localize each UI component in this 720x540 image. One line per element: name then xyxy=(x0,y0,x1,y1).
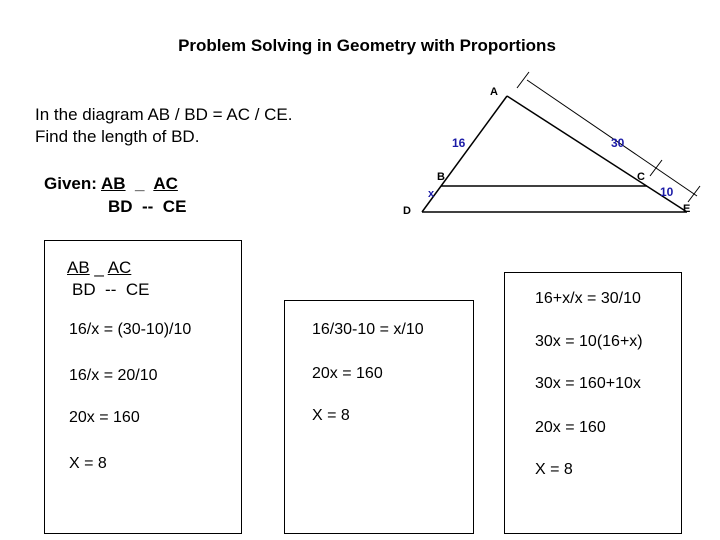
problem-line-2: Find the length of BD. xyxy=(35,127,200,146)
box2-step-2: 20x = 160 xyxy=(312,365,383,382)
given-ac: AC xyxy=(153,174,178,193)
segment-ad xyxy=(422,96,507,212)
given-ce: CE xyxy=(162,197,187,216)
vertex-a-label: A xyxy=(490,86,498,98)
vertex-e-label: E xyxy=(683,203,691,215)
solution-box-1 xyxy=(44,240,242,534)
dimension-tick-c xyxy=(650,160,662,176)
box2-step-3: X = 8 xyxy=(312,407,350,424)
box3-step-2: 30x = 10(16+x) xyxy=(535,333,643,350)
vertex-d-label: D xyxy=(403,205,411,217)
given-bottom-sep: -- xyxy=(142,197,154,216)
box1-ab: AB xyxy=(67,258,90,277)
box1-step-2: 16/x = 20/10 xyxy=(69,367,158,384)
box1-step-4: X = 8 xyxy=(69,455,107,472)
dimension-tick-e xyxy=(688,186,700,202)
box2-step-1: 16/30-10 = x/10 xyxy=(312,321,424,338)
problem-line-1: In the diagram AB / BD = AC / CE. xyxy=(35,105,293,124)
given-ab: AB xyxy=(101,174,126,193)
solution-box-3 xyxy=(504,272,682,534)
box1-fraction-top xyxy=(67,258,131,278)
box3-step-5: X = 8 xyxy=(535,461,573,478)
given-top-sep: _ xyxy=(135,174,145,193)
page-title: Problem Solving in Geometry with Proportions xyxy=(178,36,556,55)
segment-ac-length: 30 xyxy=(611,136,625,150)
box1-fraction-bottom: BD -- CE xyxy=(72,280,150,299)
box1-ac: AC xyxy=(107,258,132,277)
box1-step-3: 20x = 160 xyxy=(69,409,140,426)
segment-bd-label: x xyxy=(428,188,435,200)
given-label: Given: xyxy=(44,174,97,193)
given-bd: BD xyxy=(108,197,133,216)
segment-ab-length: 16 xyxy=(452,136,466,150)
box3-step-3: 30x = 160+10x xyxy=(535,375,641,392)
box1-top-sep: _ xyxy=(94,258,104,277)
box3-step-4: 20x = 160 xyxy=(535,419,606,436)
segment-ce-length: 10 xyxy=(660,185,674,199)
solution-box-2 xyxy=(284,300,474,534)
box1-step-1: 16/x = (30-10)/10 xyxy=(69,321,192,338)
vertex-b-label: B xyxy=(437,171,445,183)
vertex-c-label: C xyxy=(637,171,645,183)
box3-step-1: 16+x/x = 30/10 xyxy=(535,290,641,307)
